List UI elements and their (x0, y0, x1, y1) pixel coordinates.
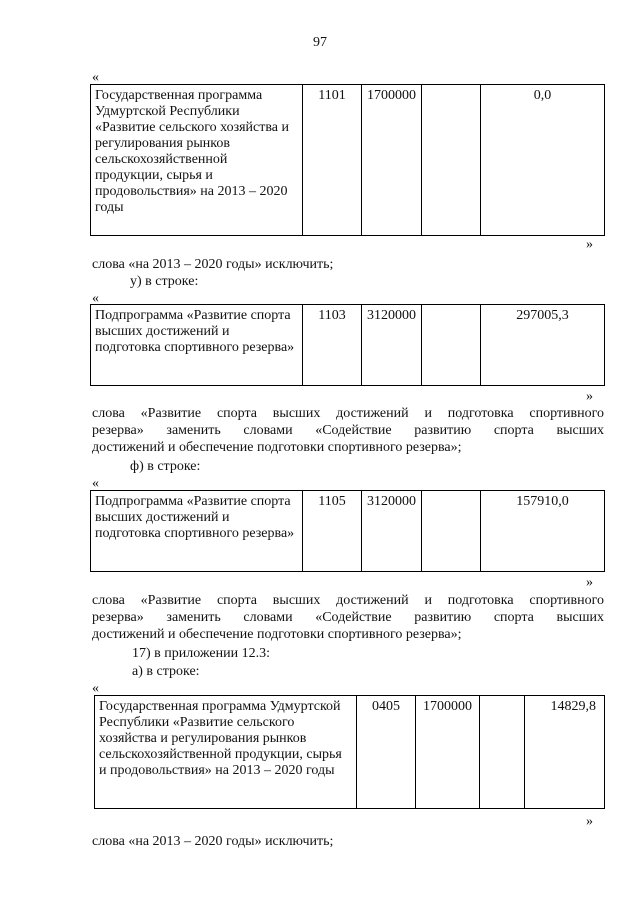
row-code-section: 1105 (303, 491, 362, 572)
close-quote: » (586, 575, 593, 590)
budget-table-3 (90, 490, 605, 572)
row-amount: 14829,8 (525, 696, 605, 809)
page-number: 97 (313, 35, 327, 50)
row-code-type (422, 491, 481, 572)
row-code-target: 1700000 (362, 85, 422, 236)
row-name: Государственная программа Удмуртской Республики «Развитие сельского хозяйства и регулирования рынков сельскохозяйственной продукции, сырья и продовольствия» на 2013 – 2020 годы (95, 696, 357, 809)
paragraph: слова «на 2013 – 2020 годы» исключить; (92, 257, 334, 272)
paragraph: слова «на 2013 – 2020 годы» исключить; (92, 834, 334, 849)
row-amount: 297005,3 (481, 305, 605, 386)
row-amount: 0,0 (481, 85, 605, 236)
row-code-section: 1101 (303, 85, 362, 236)
paragraph-line: слова «Развитие спорта высших достижений и подготовка спортивного (92, 406, 604, 421)
open-quote: « (92, 291, 99, 306)
row-name: Подпрограмма «Развитие спорта высших достижений и подготовка спортивного резерва» (91, 305, 303, 386)
budget-table-1 (90, 84, 605, 236)
paragraph-line: достижений и обеспечение подготовки спортивного резерва»; (92, 627, 462, 642)
list-item-label: ф) в строке: (130, 459, 201, 474)
paragraph-line: резерва» заменить словами «Содействие развитию спорта высших (92, 610, 604, 625)
row-code-type (422, 85, 481, 236)
row-code-type (480, 696, 525, 809)
close-quote: » (586, 814, 593, 829)
close-quote: » (586, 237, 593, 252)
row-amount: 157910,0 (481, 491, 605, 572)
table-row (91, 305, 605, 386)
row-code-target: 3120000 (362, 305, 422, 386)
open-quote: « (92, 70, 99, 85)
row-code-section: 1103 (303, 305, 362, 386)
paragraph-line: слова «Развитие спорта высших достижений и подготовка спортивного (92, 593, 604, 608)
list-item-label: 17) в приложении 12.3: (132, 646, 270, 661)
budget-table-4 (94, 695, 605, 809)
table-row (95, 696, 605, 809)
row-code-type (422, 305, 481, 386)
open-quote: « (92, 476, 99, 491)
row-name: Государственная программа Удмуртской Республики «Развитие сельского хозяйства и регулирования рынков сельскохозяйственной продукции, сырья и продовольствия» на 2013 – 2020 годы (91, 85, 303, 236)
row-code-target: 1700000 (416, 696, 480, 809)
list-item-label: а) в строке: (132, 664, 200, 679)
paragraph-line: резерва» заменить словами «Содействие развитию спорта высших (92, 423, 604, 438)
row-name: Подпрограмма «Развитие спорта высших достижений и подготовка спортивного резерва» (91, 491, 303, 572)
open-quote: « (92, 681, 99, 696)
table-row (91, 491, 605, 572)
close-quote: » (586, 389, 593, 404)
budget-table-2 (90, 304, 605, 386)
list-item-label: у) в строке: (130, 274, 199, 289)
paragraph-line: достижений и обеспечение подготовки спортивного резерва»; (92, 440, 462, 455)
row-code-section: 0405 (357, 696, 416, 809)
table-row (91, 85, 605, 236)
row-code-target: 3120000 (362, 491, 422, 572)
